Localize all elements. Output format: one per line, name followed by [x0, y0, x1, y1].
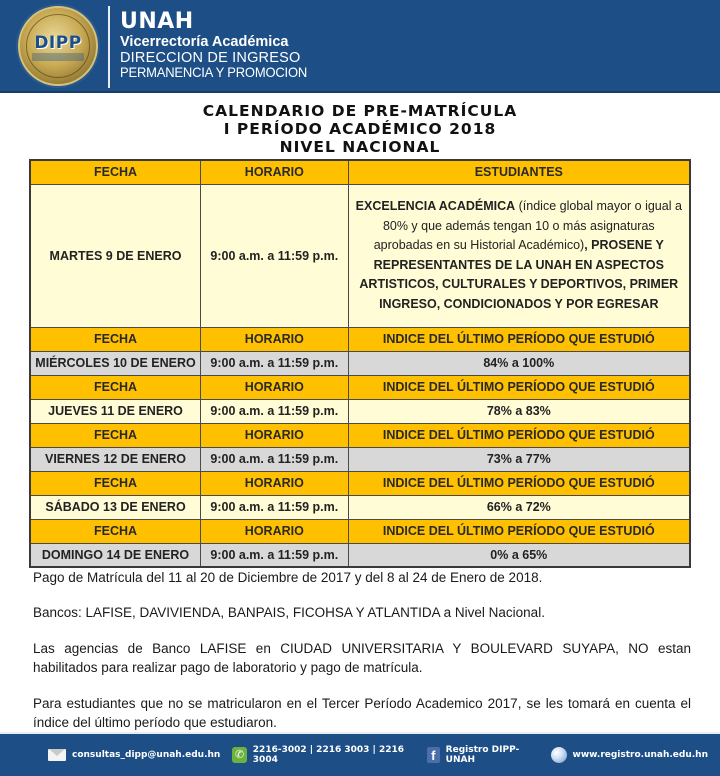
footer-facebook[interactable]	[427, 745, 539, 765]
header-fecha: FECHA	[30, 423, 201, 447]
brand-block	[120, 10, 307, 80]
mail-icon	[48, 749, 66, 761]
dipp-logo	[18, 6, 98, 86]
header-fecha: FECHA	[30, 327, 201, 351]
cell-estudiantes	[348, 184, 690, 327]
table-header-row	[30, 375, 690, 399]
cell-horario: 9:00 a.m. a 11:59 p.m.	[201, 447, 349, 471]
note-index-rule: Para estudiantes que no se matricularon en el Tercer Período Academico 2017, se les tomará en cuenta el índice del último período que estudiaron.	[33, 696, 691, 730]
cell-fecha: MIÉRCOLES 10 DE ENERO	[30, 351, 201, 375]
footer-email[interactable]	[48, 749, 220, 761]
table-row	[30, 351, 690, 375]
table-row	[30, 184, 690, 327]
department-line-2: PERMANENCIA Y PROMOCION	[120, 64, 308, 81]
title-line-3: NIVEL NACIONAL	[279, 138, 441, 156]
table-header-row	[30, 471, 690, 495]
header-fecha: FECHA	[30, 375, 201, 399]
header-estudiantes: ESTUDIANTES	[348, 160, 690, 184]
table-row	[30, 495, 690, 519]
header-horario: HORARIO	[201, 160, 349, 184]
header-divider	[108, 6, 110, 88]
footer-phones	[232, 745, 415, 765]
facebook-text[interactable]: Registro DIPP-UNAH	[445, 745, 520, 765]
header-indice: INDICE DEL ÚLTIMO PERÍODO QUE ESTUDIÓ	[348, 471, 690, 495]
logo-text: DIPP	[34, 33, 82, 53]
email-text[interactable]: consultas_dipp@unah.edu.hn	[72, 750, 221, 760]
globe-icon	[551, 747, 567, 763]
cell-indice: 84% a 100%	[348, 351, 690, 375]
header-indice: INDICE DEL ÚLTIMO PERÍODO QUE ESTUDIÓ	[348, 423, 690, 447]
est-bold-1: EXCELENCIA ACADÉMICA	[355, 199, 516, 213]
cell-indice: 0% a 65%	[348, 543, 690, 567]
note-banks: Bancos: LAFISE, DAVIVIENDA, BANPAIS, FICOHSA Y ATLANTIDA a Nivel Nacional.	[33, 605, 545, 620]
cell-horario: 9:00 a.m. a 11:59 p.m.	[201, 495, 349, 519]
header-indice: INDICE DEL ÚLTIMO PERÍODO QUE ESTUDIÓ	[348, 375, 690, 399]
header-fecha: FECHA	[30, 519, 201, 543]
header-horario: HORARIO	[201, 471, 349, 495]
table-row	[30, 447, 690, 471]
page-title	[0, 102, 720, 156]
cell-horario: 9:00 a.m. a 11:59 p.m.	[201, 399, 349, 423]
footer-contact-bar	[0, 732, 720, 776]
department-line-1: DIRECCION DE INGRESO	[120, 50, 301, 66]
header-horario: HORARIO	[201, 423, 349, 447]
cell-indice: 73% a 77%	[348, 447, 690, 471]
vice-rectory: Vicerrectoría Académica	[120, 34, 289, 50]
logo-subtext-band	[32, 53, 84, 61]
table-header-row	[30, 160, 690, 184]
est-bold-2: , PROSENE Y REPRESENTANTES DE LA UNAH EN ASPECTOS ARTISTICOS, CULTURALES Y DEPORTIVOS, PRIMER INGRESO, CONDICIONADOS Y POR EGRESAR	[359, 238, 679, 311]
cell-horario: 9:00 a.m. a 11:59 p.m.	[201, 184, 349, 327]
table-row	[30, 543, 690, 567]
header-indice: INDICE DEL ÚLTIMO PERÍODO QUE ESTUDIÓ	[348, 327, 690, 351]
header-fecha: FECHA	[30, 160, 201, 184]
cell-horario: 9:00 a.m. a 11:59 p.m.	[201, 543, 349, 567]
header-horario: HORARIO	[201, 519, 349, 543]
org-name: UNAH	[120, 9, 194, 34]
website-text[interactable]: www.registro.unah.edu.hn	[572, 750, 708, 760]
cell-fecha: SÁBADO 13 DE ENERO	[30, 495, 201, 519]
note-lafise-agencies: Las agencias de Banco LAFISE en CIUDAD UNIVERSITARIA Y BOULEVARD SUYAPA, NO estan habilitados para realizar pago de laboratorio y pago de matrícula.	[33, 641, 691, 675]
cell-indice: 78% a 83%	[348, 399, 690, 423]
header-fecha: FECHA	[30, 471, 201, 495]
title-line-1: CALENDARIO DE PRE-MATRÍCULA	[202, 102, 518, 120]
facebook-icon: f	[427, 747, 440, 763]
cell-fecha: DOMINGO 14 DE ENERO	[30, 543, 201, 567]
cell-fecha: MARTES 9 DE ENERO	[30, 184, 201, 327]
phone-icon: ✆	[232, 747, 246, 763]
header-banner	[0, 0, 720, 93]
table-header-row	[30, 327, 690, 351]
table-row	[30, 399, 690, 423]
header-horario: HORARIO	[201, 375, 349, 399]
cell-fecha: JUEVES 11 DE ENERO	[30, 399, 201, 423]
est-normal: (índice global mayor o igual a 80% y que además tengan 10 o más asignaturas aprobadas en su Historial Académico)	[373, 199, 682, 252]
footer-website[interactable]	[551, 747, 708, 763]
schedule-table	[29, 159, 691, 568]
cell-fecha: VIERNES 12 DE ENERO	[30, 447, 201, 471]
table-header-row	[30, 519, 690, 543]
note-payment-dates: Pago de Matrícula del 11 al 20 de Diciembre de 2017 y del 8 al 24 de Enero de 2018.	[33, 570, 543, 585]
cell-horario: 9:00 a.m. a 11:59 p.m.	[201, 351, 349, 375]
header-indice: INDICE DEL ÚLTIMO PERÍODO QUE ESTUDIÓ	[348, 519, 690, 543]
cell-indice: 66% a 72%	[348, 495, 690, 519]
notes-section	[33, 568, 691, 749]
table-header-row	[30, 423, 690, 447]
title-line-2: I PERÍODO ACADÉMICO 2018	[223, 120, 497, 138]
header-horario: HORARIO	[201, 327, 349, 351]
phones-text: 2216-3002 | 2216 3003 | 2216 3004	[252, 745, 405, 765]
